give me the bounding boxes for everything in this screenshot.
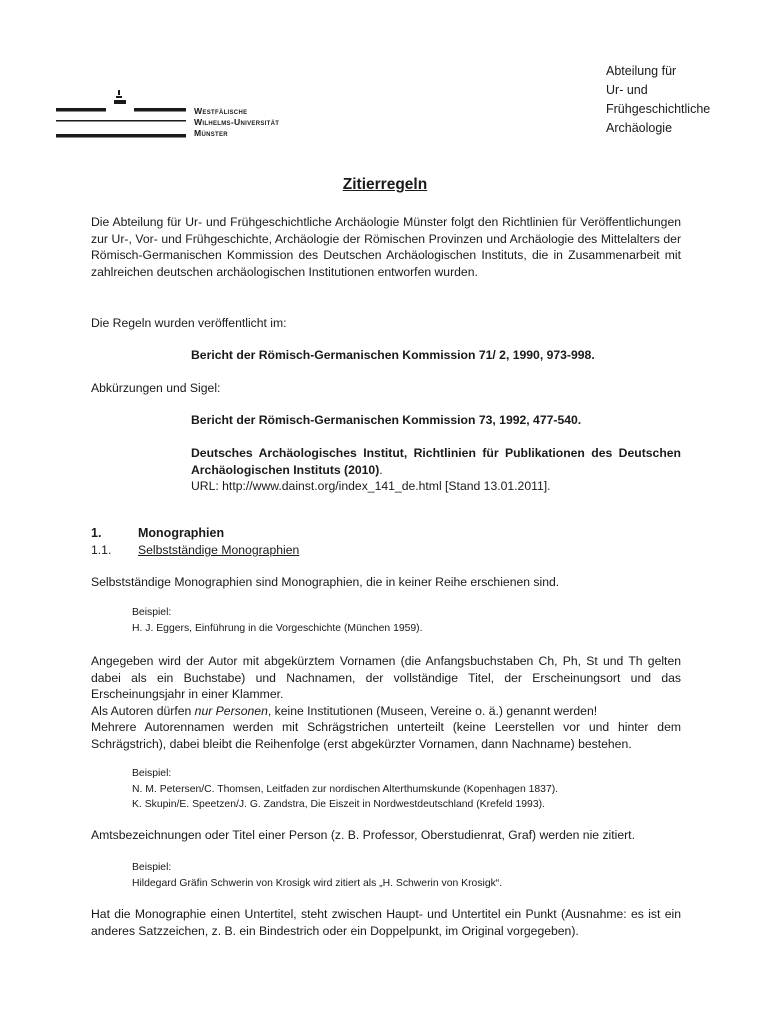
subsection-heading: Selbstständige Monographien xyxy=(138,543,300,557)
abbreviations-reference-2 xyxy=(191,445,681,478)
section-heading: Monographien xyxy=(138,526,225,540)
author-rule-2-end: , keine Institutionen (Museen, Vereine o. ä.) genannt werden! xyxy=(267,703,598,718)
university-logo xyxy=(56,86,186,142)
example-block-3 xyxy=(132,860,692,891)
example-block-1 xyxy=(132,605,692,636)
paragraph-selbststaendig: Selbstständige Monographien sind Monographien, die in keiner Reihe erschienen sind. xyxy=(91,575,560,589)
university-line: Westfälische xyxy=(194,106,248,116)
university-name xyxy=(194,106,279,139)
author-rule-2-start: Als Autoren dürfen xyxy=(91,703,195,718)
example-label: Beispiel: xyxy=(132,607,172,618)
abbreviations-label: Abkürzungen und Sigel: xyxy=(91,381,221,395)
example-label: Beispiel: xyxy=(132,768,172,779)
section-number: 1. xyxy=(91,526,102,540)
reference-2-url: URL: http://www.dainst.org/index_141_de.html [Stand 13.01.2011]. xyxy=(191,479,551,493)
paragraph-titles: Amtsbezeichnungen oder Titel einer Person (z. B. Professor, Oberstudienrat, Graf) werden nie zitiert. xyxy=(91,828,635,842)
department-line: Abteilung für xyxy=(606,64,677,78)
page-title: Zitierregeln xyxy=(342,176,428,193)
author-rule-1: Angegeben wird der Autor mit abgekürztem Vornamen (die Anfangsbuchstaben Ch, Ph, St und Th gelten dabei als ein Buchstabe) und Nachnamen, der vollständige Titel, der Erscheinungsort und das Erscheinungsjahr in einer Klammer. xyxy=(91,654,681,702)
example-line: H. J. Eggers, Einführung in die Vorgeschichte (München 1959). xyxy=(132,622,423,634)
author-rule-2-emphasis: nur Personen xyxy=(194,703,268,718)
author-rule-3: Mehrere Autorennamen werden mit Schrägstrichen unterteilt (keine Leerstellen vor und hinter dem Schrägstrich), dabei bleibt die Reihenfolge (erst abgekürzter Vornamen, dann Nachname) bestehen. xyxy=(91,720,681,751)
example-label: Beispiel: xyxy=(132,862,172,873)
intro-paragraph: Die Abteilung für Ur- und Frühgeschichtliche Archäologie Münster folgt den Richtlinien für Veröffentlichungen zur Ur-, Vor- und Frühgeschichte, Archäologie der Römischen Provinzen und Archäologie des Mittelalters der Römisch-Germanischen Kommission des Deutschen Archäologischen Instituts, die in Zusammenarbeit mit zahlreichen deutschen archäologischen Institutionen entworfen wurden. xyxy=(91,215,681,279)
example-line: K. Skupin/E. Speetzen/J. G. Zandstra, Die Eiszeit in Nordwestdeutschland (Krefeld 1993). xyxy=(132,799,545,811)
example-line: N. M. Petersen/C. Thomsen, Leitfaden zur nordischen Alterthumskunde (Kopenhagen 1837). xyxy=(132,783,559,795)
university-line: Wilhelms-Universität xyxy=(194,117,280,127)
example-line: Hildegard Gräfin Schwerin von Krosigk wird zitiert als „H. Schwerin von Krosigk“. xyxy=(132,877,503,889)
department-name xyxy=(606,62,710,138)
published-reference: Bericht der Römisch-Germanischen Kommission 71/ 2, 1990, 973-998. xyxy=(191,348,595,362)
subsection-number: 1.1. xyxy=(91,543,112,557)
example-block-2 xyxy=(132,766,692,813)
author-rule-2 xyxy=(91,703,681,720)
reference-2-period: . xyxy=(379,462,383,477)
abbreviations-reference-1: Bericht der Römisch-Germanischen Kommission 73, 1992, 477-540. xyxy=(191,413,582,427)
reference-2-title: Deutsches Archäologisches Institut, Richtlinien für Publikationen des Deutschen Archäologischen Instituts (2010) xyxy=(191,446,681,477)
paragraph-author-rules xyxy=(91,653,681,753)
department-line: Frühgeschichtliche xyxy=(606,102,711,116)
paragraph-subtitle: Hat die Monographie einen Untertitel, steht zwischen Haupt- und Untertitel ein Punkt (Ausnahme: es ist ein anderes Satzzeichen, z. B. ein Bindestrich oder ein Doppelpunkt, im Original vorgegeben). xyxy=(91,907,681,938)
published-label: Die Regeln wurden veröffentlicht im: xyxy=(91,316,287,330)
department-line: Archäologie xyxy=(606,121,673,135)
department-line: Ur- und xyxy=(606,83,648,97)
university-line: Münster xyxy=(194,128,228,138)
